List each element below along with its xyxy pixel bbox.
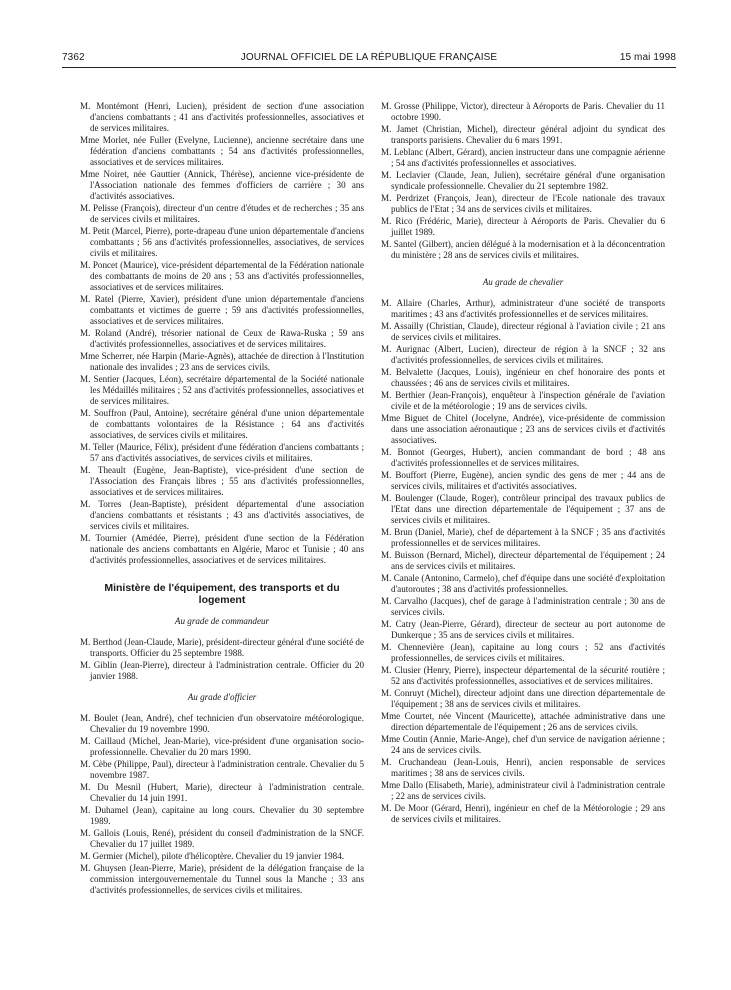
nomination-entry: M. Canale (Antonino, Carmelo), chef d'équipe dans une société d'exploitation d'autoroutes ; 38 ans d'activités professionnelles. — [381, 573, 665, 594]
nomination-entry: M. Roland (André), trésorier national de Ceux de Rawa-Ruska ; 59 ans d'activités professionnelles, associatives et de services militaires. — [80, 328, 364, 349]
grade-heading-commandeur: Au grade de commandeur — [174, 616, 270, 626]
nomination-entry: Mme Biguet de Chitel (Jocelyne, Andrée), vice-présidente de commission dans une association aéronautique ; 23 ans de services civils et d'activités associatives. — [381, 413, 665, 445]
nomination-entry: Mme Noiret, née Gauttier (Annick, Thérèse), ancienne vice-présidente de l'Association nationale des femmes d'officiers de carrière ; 30 ans d'activités associatives. — [80, 169, 364, 201]
nomination-entry: Mme Scherrer, née Harpin (Marie-Agnès), attachée de direction à l'Institution nationale des invalides ; 23 ans de services civils. — [80, 351, 364, 372]
nomination-entry: M. Brun (Daniel, Marie), chef de département à la SNCF ; 35 ans d'activités professionnelles et de services militaires. — [381, 527, 665, 548]
nomination-entry: M. Berthier (Jean-François), enquêteur à l'inspection générale de l'aviation civile et de la météorologie ; 19 ans de services civils. — [381, 390, 665, 411]
nomination-entry: M. Buisson (Bernard, Michel), directeur départemental de l'équipement ; 24 ans de services civils et militaires. — [381, 550, 665, 571]
nomination-entry: M. Duhamel (Jean), capitaine au long cours. Chevalier du 30 septembre 1989. — [80, 805, 364, 826]
entries-list — [80, 713, 364, 896]
nomination-entry: M. Perdrizet (François, Jean), directeur de l'Ecole nationale des travaux publics de l'Etat ; 34 ans de services civils et militaires. — [381, 193, 665, 214]
nomination-entry: M. Cruchandeau (Jean-Louis, Henri), ancien responsable de services maritimes ; 38 ans de services civils. — [381, 757, 665, 778]
nomination-entry: M. Jamet (Christian, Michel), directeur général adjoint du syndicat des transports parisiens. Chevalier du 6 mars 1991. — [381, 124, 665, 145]
left-column — [80, 101, 364, 897]
nomination-entry: M. Leclavier (Claude, Jean, Julien), secrétaire général d'une organisation syndicale professionnelle. Chevalier du 21 septembre 1982. — [381, 170, 665, 191]
nomination-entry: M. Grosse (Philippe, Victor), directeur à Aéroports de Paris. Chevalier du 11 octobre 1990. — [381, 101, 665, 122]
nomination-entry: M. Tournier (Amédée, Pierre), président d'une section de la Fédération nationale des anciens combattants en Algérie, Maroc et Tunisie ; 40 ans d'activités professionnelles, associatives et de services militaires. — [80, 533, 364, 565]
nomination-entry: M. Caillaud (Michel, Jean-Marie), vice-président d'une organisation socio-professionnelle. Chevalier du 20 mars 1990. — [80, 736, 364, 757]
nomination-entry: M. Bonnot (Georges, Hubert), ancien commandant de bord ; 48 ans d'activités professionnelles et de services militaires. — [381, 447, 665, 468]
right-column — [381, 101, 665, 826]
nomination-entry: M. Du Mesnil (Hubert, Marie), directeur à l'administration centrale. Chevalier du 14 juin 1991. — [80, 782, 364, 803]
nomination-entry: M. Poncet (Maurice), vice-président départemental de la Fédération nationale des combattants de moins de 20 ans ; 53 ans d'activités professionnelles, associatives et de services militaires. — [80, 260, 364, 292]
nomination-entry: M. Gallois (Louis, René), président du conseil d'administration de la SNCF. Chevalier du 17 juillet 1989. — [80, 828, 364, 849]
nomination-entry: M. De Moor (Gérard, Henri), ingénieur en chef de la Météorologie ; 29 ans de services civils et militaires. — [381, 803, 665, 824]
nomination-entry: M. Conruyt (Michel), directeur adjoint dans une direction départementale de l'équipement ; 38 ans de services civils et militaires. — [381, 688, 665, 709]
page-header — [62, 50, 676, 66]
nomination-entry: Mme Dallo (Elisabeth, Marie), administrateur civil à l'administration centrale ; 22 ans de services civils. — [381, 780, 665, 801]
nomination-entry: M. Torres (Jean-Baptiste), président départemental d'une association d'anciens combattants et résistants ; 43 ans d'activités associatives, de services civils et militaires. — [80, 499, 364, 531]
grade-heading-officier: Au grade d'officier — [187, 692, 257, 702]
nomination-entry: M. Allaire (Charles, Arthur), administrateur d'une société de transports maritimes ; 43 ans d'activités professionnelles et de services militaires. — [381, 298, 665, 319]
entries-list — [381, 298, 665, 825]
page-number: 7362 — [62, 52, 85, 63]
nomination-entry: M. Boulenger (Claude, Roger), contrôleur principal des travaux publics de l'Etat dans une direction départementale de l'équipement ; 37 ans de services civils et militaires. — [381, 493, 665, 525]
nomination-entry: M. Ratel (Pierre, Xavier), président d'une union départementale d'anciens combattants et victimes de guerre ; 59 ans d'activités professionnelles, associatives et de services militaires. — [80, 294, 364, 326]
nomination-entry: M. Theault (Eugène, Jean-Baptiste), vice-président d'une section de l'Association des Français libres ; 55 ans d'activités professionnelles, associatives et de services militaires. — [80, 465, 364, 497]
nomination-entry: M. Bouffort (Pierre, Eugène), ancien syndic des gens de mer ; 44 ans de services civils, militaires et d'activités associatives. — [381, 470, 665, 491]
nomination-entry: M. Catry (Jean-Pierre, Gérard), directeur de secteur au port autonome de Dunkerque ; 35 ans de services civils et militaires. — [381, 619, 665, 640]
nomination-entry: M. Petit (Marcel, Pierre), porte-drapeau d'une union départementale d'anciens combattants ; 56 ans d'activités professionnelles, associatives, de services civils et militaires. — [80, 226, 364, 258]
publication-date: 15 mai 1998 — [619, 52, 676, 63]
nomination-entry: M. Rico (Frédéric, Marie), directeur à Aéroports de Paris. Chevalier du 6 juillet 1989. — [381, 216, 665, 237]
nomination-entry: Mme Morlet, née Fuller (Evelyne, Lucienne), ancienne secrétaire dans une fédération d'anciens combattants ; 54 ans d'activités professionnelles, associatives et de services militaires. — [80, 135, 364, 167]
entries-list — [80, 101, 364, 566]
nomination-entry: M. Santel (Gilbert), ancien délégué à la modernisation et à la déconcentration du ministère ; 28 ans de services civils et militaires. — [381, 239, 665, 260]
header-rule — [62, 67, 676, 68]
nomination-entry: M. Berthod (Jean-Claude, Marie), président-directeur général d'une société de transports. Officier du 25 septembre 1988. — [80, 637, 364, 658]
nomination-entry: M. Souffron (Paul, Antoine), secrétaire général d'une union départementale de combattants volontaires de la Résistance ; 64 ans d'activités associatives, de services civils et militaires. — [80, 408, 364, 440]
nomination-entry: M. Leblanc (Albert, Gérard), ancien instructeur dans une compagnie aérienne ; 54 ans d'activités professionnelles et associatives. — [381, 147, 665, 168]
ministry-title: Ministère de l'équipement, des transports et du logement — [104, 582, 340, 606]
nomination-entry: M. Giblin (Jean-Pierre), directeur à l'administration centrale. Officier du 20 janvier 1988. — [80, 660, 364, 681]
nomination-entry: M. Boulet (Jean, André), chef technicien d'un observatoire météorologique. Chevalier du 19 novembre 1990. — [80, 713, 364, 734]
journal-title: JOURNAL OFFICIEL DE LA RÉPUBLIQUE FRANÇAISE — [240, 52, 498, 63]
nomination-entry: Mme Courtet, née Vincent (Mauricette), attachée administrative dans une direction départementale de l'équipement ; 26 ans de services civils. — [381, 711, 665, 732]
nomination-entry: M. Carvalho (Jacques), chef de garage à l'administration centrale ; 30 ans de services civils. — [381, 596, 665, 617]
nomination-entry: M. Sentier (Jacques, Léon), secrétaire départemental de la Société nationale les Médaillés militaires ; 52 ans d'activités professionnelles, associatives et de services militaires. — [80, 374, 364, 406]
nomination-entry: M. Aurignac (Albert, Lucien), directeur de région à la SNCF ; 32 ans d'activités professionnelles, de services civils et militaires. — [381, 344, 665, 365]
entries-list — [381, 101, 665, 261]
nomination-entry: M. Belvalette (Jacques, Louis), ingénieur en chef honoraire des ponts et chaussées ; 46 ans de services civils et militaires. — [381, 367, 665, 388]
nomination-entry: M. Assailly (Christian, Claude), directeur régional à l'aviation civile ; 21 ans de services civils et militaires. — [381, 321, 665, 342]
nomination-entry: M. Teller (Maurice, Félix), président d'une fédération d'anciens combattants ; 57 ans d'activités associatives, de services civils et militaires. — [80, 442, 364, 463]
grade-heading-chevalier: Au grade de chevalier — [482, 277, 564, 287]
nomination-entry: M. Ghuysen (Jean-Pierre, Marie), président de la délégation française de la commission intergouvernementale du Tunnel sous la Manche ; 33 ans d'activités professionnelles, de services civils et militaires. — [80, 863, 364, 895]
nomination-entry: M. Chennevière (Jean), capitaine au long cours ; 52 ans d'activités professionnelles, de services civils et militaires. — [381, 642, 665, 663]
nomination-entry: M. Germier (Michel), pilote d'hélicoptère. Chevalier du 19 janvier 1984. — [80, 851, 345, 861]
nomination-entry: M. Clusier (Henry, Pierre), inspecteur départemental de la sécurité routière ; 52 ans d'activités professionnelles, associatives et de services militaires. — [381, 665, 665, 686]
entries-list — [80, 637, 364, 682]
nomination-entry: M. Cèbe (Philippe, Paul), directeur à l'administration centrale. Chevalier du 5 novembre 1987. — [80, 759, 364, 780]
nomination-entry: M. Pelisse (François), directeur d'un centre d'études et de recherches ; 35 ans de services civils et militaires. — [80, 203, 364, 224]
nomination-entry: M. Montémont (Henri, Lucien), président de section d'une association d'anciens combattants ; 41 ans d'activités professionnelles, associatives et de services militaires. — [80, 101, 364, 133]
nomination-entry: Mme Coutin (Annie, Marie-Ange), chef d'un service de navigation aérienne ; 24 ans de services civils. — [381, 734, 665, 755]
